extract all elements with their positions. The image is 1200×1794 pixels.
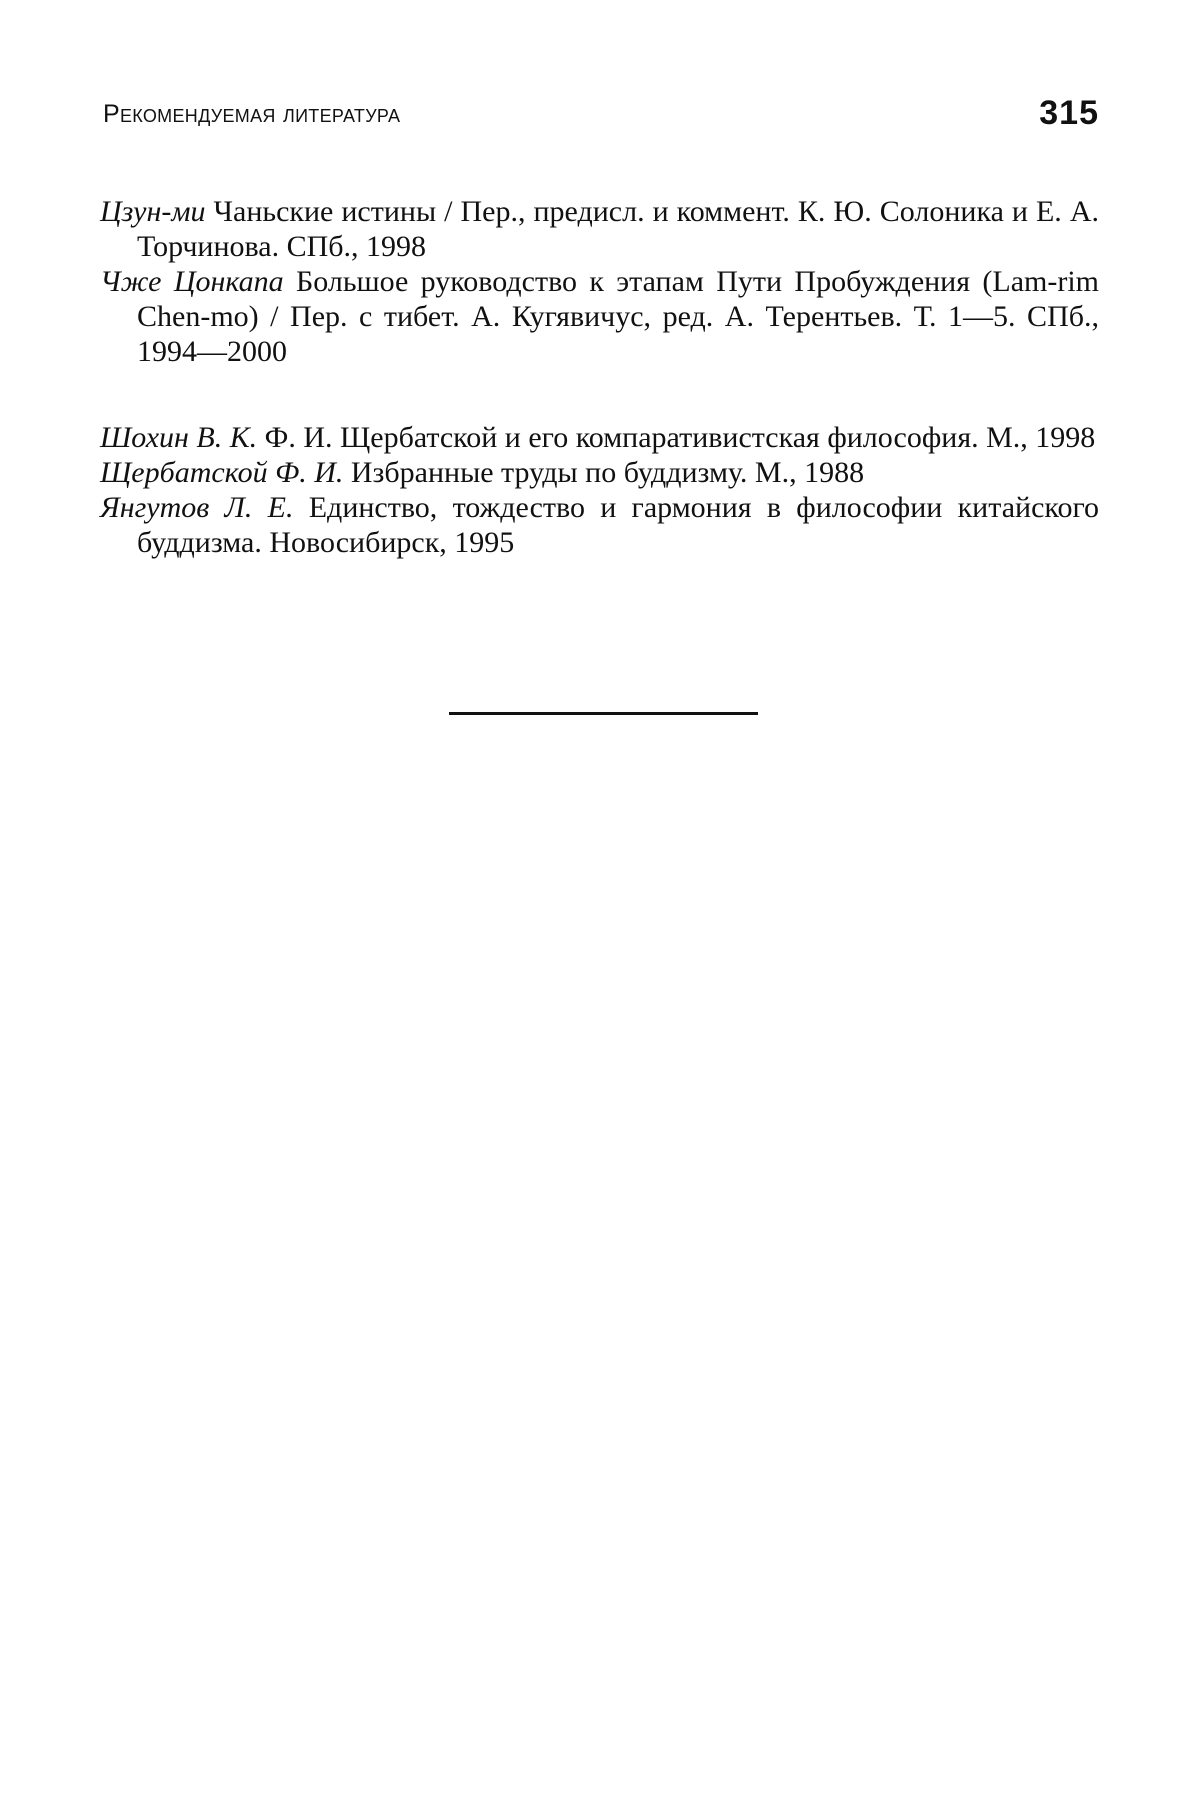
reference-author: Цзун-ми: [100, 195, 206, 228]
reference-text: Чаньские истины / Пер., предисл. и коммент. К. Ю. Солоника и Е. А. Торчинова. СПб., 1998: [137, 195, 1099, 263]
reference-author: Янгутов Л. Е.: [100, 491, 294, 524]
page-number: 315: [1039, 94, 1099, 132]
reference-author: Щербатской Ф. И.: [100, 456, 344, 489]
reference-entry: [100, 194, 1099, 264]
reference-entry: [100, 455, 1099, 490]
reference-list-top: [100, 194, 1099, 369]
reference-entry: [100, 490, 1099, 560]
reference-text: Единство, тождество и гармония в философии китайского буддизма. Новосибирск, 1995: [137, 491, 1100, 559]
running-title: Рекомендуемая литература: [103, 100, 401, 128]
reference-entry: [100, 264, 1099, 369]
reference-text: Избранные труды по буддизму. М., 1988: [343, 456, 865, 489]
reference-list-bottom: [100, 420, 1099, 560]
reference-entry: [100, 420, 1099, 455]
reference-author: Шохин В. К.: [100, 421, 258, 454]
reference-author: Чже Цонкапа: [100, 265, 284, 298]
reference-text: Ф. И. Щербатской и его компаративистская философия. М., 1998: [257, 421, 1096, 454]
end-rule: [449, 712, 758, 715]
reference-text: Большое руководство к этапам Пути Пробуждения (Lam-rim Chen-mo) / Пер. с тибет. А. Кугявичус, ред. А. Терентьев. Т. 1—5. СПб., 1994—2000: [137, 265, 1099, 368]
running-head: [100, 96, 1100, 136]
